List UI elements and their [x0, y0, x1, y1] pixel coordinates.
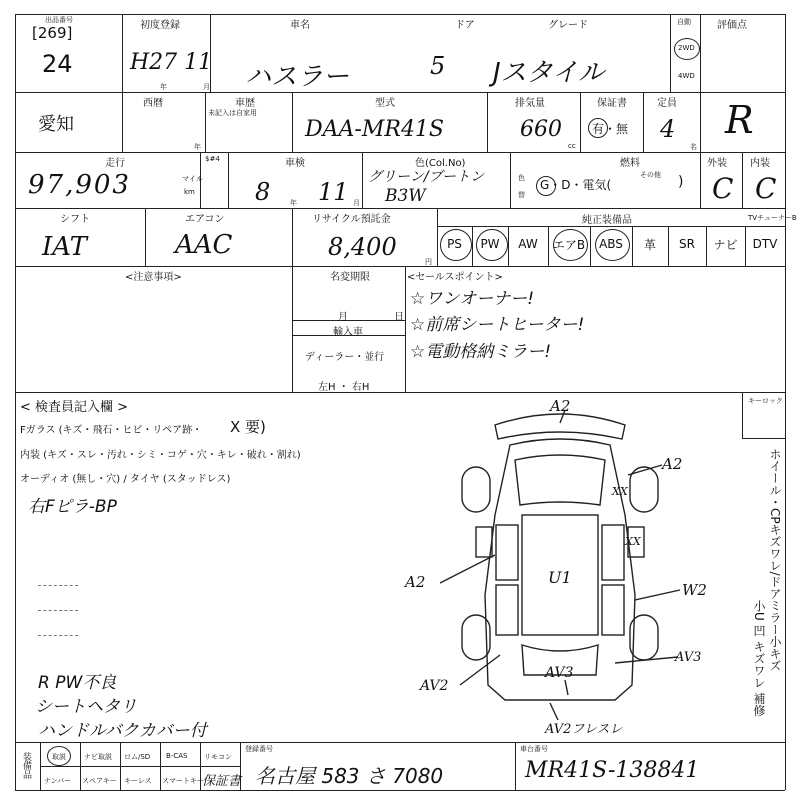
- car-name: ハスラー: [245, 62, 350, 92]
- inspection-year: 8: [255, 178, 271, 206]
- name-change-label: 名変期限: [330, 272, 370, 283]
- diagram-label-xx-1: XX: [612, 485, 628, 498]
- score-label: 評価点: [717, 20, 747, 31]
- exterior: C: [712, 172, 734, 205]
- dealer-parallel: ディーラー・並行: [305, 352, 385, 363]
- bottom-note-3: ハンドルバクカバー付: [38, 721, 207, 741]
- repaint-label-2: 替: [518, 191, 525, 199]
- year-suffix: 年: [194, 143, 201, 151]
- key-lock-label: キーロック: [748, 397, 783, 405]
- footer-item-plate: ナンバー: [44, 777, 72, 785]
- region: 愛知: [38, 114, 74, 135]
- equip-pw-circle: [476, 229, 508, 261]
- footer-item-navi-manual: ナビ取説: [84, 753, 112, 761]
- equipment-label: 純正装備品: [582, 215, 632, 226]
- diagram-label-u1: U1: [548, 568, 572, 587]
- first-reg-label: 初度登録: [140, 20, 180, 31]
- footer-item-keyless: キーレス: [124, 777, 152, 785]
- windshield-shape: [515, 455, 605, 505]
- diagram-label-av3-right: AV3: [675, 650, 702, 665]
- notes-label: <注意事項>: [125, 272, 182, 283]
- drive-4wd: 4WD: [678, 72, 695, 80]
- color-label: 色(Col.No): [415, 158, 466, 169]
- name-change-day: 日: [394, 312, 404, 323]
- audio-line: オーディオ (無し・穴) / タイヤ (スタッドレス): [20, 474, 231, 485]
- left-front-door: [496, 525, 518, 580]
- mileage-unit-km: km: [184, 188, 195, 196]
- grade: Jスタイル: [493, 58, 605, 88]
- history-label: 車歴: [235, 98, 255, 109]
- equip-airbag: エアB: [552, 237, 586, 252]
- bottom-note-1: R PW不良: [38, 673, 117, 693]
- diagram-label-xx-2: XX: [625, 535, 641, 548]
- dash-line-1: [38, 585, 78, 586]
- exterior-label: 外装: [707, 158, 727, 169]
- equip-leather: 革: [643, 237, 656, 252]
- roof-spoiler-shape: [495, 414, 625, 439]
- leader-av2-bottom: [550, 703, 558, 720]
- equip-pw: PW: [480, 237, 500, 251]
- shift: IAT: [42, 232, 87, 262]
- warranty-label: 保証書: [597, 98, 627, 109]
- cc-unit: cc: [568, 142, 576, 150]
- fuel-label: 燃料: [620, 158, 640, 169]
- equip-navi: ナビ: [713, 237, 738, 252]
- leader-w2: [635, 590, 680, 600]
- dash-line-2: [38, 610, 78, 611]
- diagram-label-av3-center: AV3: [545, 665, 574, 681]
- yen-unit: 円: [425, 258, 432, 266]
- inspection-month-mark: 月: [353, 199, 360, 207]
- s-label: $#4: [205, 155, 220, 163]
- diagram-label-av2-bottom: AV2フレスレ: [545, 722, 623, 737]
- footer-manual-circle: [47, 746, 71, 766]
- repaint-label-1: 色: [518, 174, 525, 182]
- footer-item-spare-key: スペアキー: [82, 777, 117, 785]
- footer-item-rom-sd: ロム/SD: [124, 753, 151, 761]
- fuel-options: G・D・電気(: [540, 178, 612, 192]
- capacity-label: 定員: [657, 98, 677, 109]
- doors: 5: [430, 52, 446, 80]
- fuel-other: その他: [640, 171, 661, 179]
- glass-x: X 要): [230, 418, 266, 436]
- score: R: [725, 98, 754, 142]
- displacement: 660: [520, 117, 562, 142]
- left-front-wheel: [462, 467, 490, 512]
- diagram-label-av2-left: AV2: [420, 678, 449, 694]
- equip-airbag-circle: [553, 229, 588, 261]
- footer-item-smart-key: スマートキー: [162, 777, 204, 785]
- lot-bracket: [269]: [32, 24, 73, 42]
- leader-av3-right: [615, 657, 678, 663]
- fuel-close: ): [678, 174, 684, 190]
- footer-item-remote: リモコン: [204, 753, 232, 761]
- sales-points-label: <セールスポイント>: [407, 272, 503, 283]
- capacity: 4: [660, 115, 676, 143]
- month-mark: 月: [203, 83, 210, 91]
- glass-line: Fガラス (キズ・飛石・ヒビ・リペア跡・: [20, 425, 203, 436]
- import-label: 輸入車: [333, 327, 363, 338]
- auction-no-label: 出品番号: [45, 16, 73, 24]
- first-reg-value: H27 11: [130, 50, 213, 75]
- left-rear-door: [496, 585, 518, 635]
- equip-ps-circle: [440, 229, 472, 261]
- person-unit: 名: [690, 143, 697, 151]
- mileage-label: 走行: [105, 158, 125, 169]
- name-change-month: 月: [338, 312, 348, 323]
- warranty-options: 有・無: [592, 122, 629, 136]
- sales-point-1: ☆ワンオーナー!: [410, 289, 535, 309]
- equip-dtv: DTV: [752, 237, 778, 251]
- handle-side: 左H ・ 右H: [318, 382, 370, 393]
- chassis-no: MR41S-138841: [525, 758, 700, 783]
- chassis-label: 車台番号: [520, 745, 548, 753]
- ac: AAC: [175, 230, 233, 260]
- mileage-unit-mile: マイル: [182, 175, 203, 183]
- bottom-note-2: シートヘタリ: [35, 697, 137, 717]
- interior: C: [755, 172, 777, 205]
- doors-label: ドア: [455, 20, 475, 31]
- reg-no: 名古屋 583 さ 7080: [255, 764, 444, 788]
- lot-number: 24: [42, 50, 73, 78]
- diagram-label-a2-left: A2: [405, 573, 426, 591]
- year-mark: 年: [160, 83, 167, 91]
- inspection-label: 車検: [285, 158, 305, 169]
- footer-equip-label: 装備品: [21, 752, 31, 779]
- history-note: 未記入は自家用: [208, 109, 257, 117]
- displacement-label: 排気量: [515, 98, 545, 109]
- inspection-month: 11: [318, 178, 349, 206]
- reg-no-label: 登録番号: [245, 745, 273, 753]
- interior-line: 内装 (キズ・スレ・汚れ・シミ・コゲ・穴・キレ・破れ・割れ): [20, 450, 301, 461]
- drive-2wd: 2WD: [678, 44, 695, 52]
- side-text-2: 小U 凹 キズワレ 補修: [752, 600, 766, 717]
- car-diagram: [400, 395, 740, 740]
- color-name: グリーン/ブートン: [368, 169, 485, 185]
- color-code: B3W: [385, 186, 426, 206]
- ac-label: エアコン: [185, 214, 225, 225]
- sales-point-3: ☆電動格納ミラー!: [410, 342, 552, 362]
- shift-label: シフト: [60, 214, 90, 225]
- equip-aw: AW: [518, 237, 538, 251]
- side-text-1: ホイール・CPキズワレ/ドアミラー小キズ: [768, 448, 782, 672]
- era-label: 西暦: [143, 98, 163, 109]
- equip-sr: SR: [679, 237, 695, 251]
- diagram-label-w2: W2: [682, 581, 707, 599]
- model-label: 型式: [375, 98, 395, 109]
- mileage: 97,903: [28, 170, 131, 200]
- inspector-title: < 検査員記入欄 >: [20, 400, 129, 415]
- right-rear-door: [602, 585, 624, 635]
- dash-line-3: [38, 635, 78, 636]
- grade-label: グレード: [548, 20, 588, 31]
- inspection-year-mark: 年: [290, 199, 297, 207]
- diagram-label-a2-top: A2: [550, 397, 571, 415]
- right-front-door: [602, 525, 624, 580]
- footer-item-manual: 取説: [52, 753, 66, 761]
- equip-abs-circle: [595, 229, 630, 261]
- recycle-label: リサイクル預託金: [312, 214, 391, 225]
- footer-item-warranty: 保証書: [202, 774, 242, 789]
- inspector-note-1: 右Fピラ-BP: [28, 497, 117, 517]
- left-mirror: [476, 527, 492, 557]
- drive-label: 自動: [677, 18, 691, 26]
- recycle: 8,400: [328, 233, 397, 261]
- equip-ps: PS: [447, 237, 462, 251]
- sales-point-2: ☆前席シートヒーター!: [410, 315, 585, 335]
- tv-tuner-label: TVチューナーB: [748, 214, 797, 222]
- footer-item-bcas: B-CAS: [166, 752, 188, 760]
- model: DAA-MR41S: [305, 117, 445, 142]
- equip-abs: ABS: [599, 237, 623, 251]
- leader-av3-bottom: [565, 680, 568, 695]
- diagram-label-a2-right: A2: [662, 455, 683, 473]
- interior-label: 内装: [750, 158, 770, 169]
- car-name-label: 車名: [290, 20, 310, 31]
